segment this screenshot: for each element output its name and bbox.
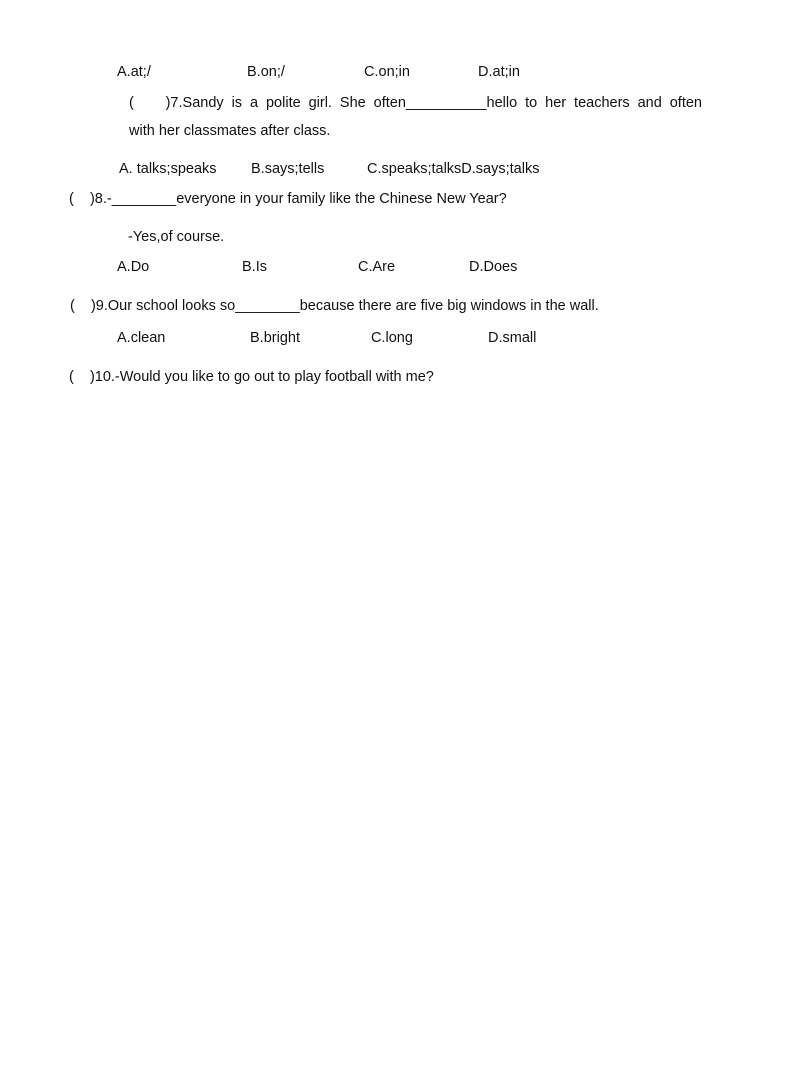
q8-option-a: A.Do	[117, 259, 150, 275]
q7-option-b: B.says;tells	[251, 161, 325, 177]
q8-option-c: C.Are	[358, 259, 396, 275]
q8-option-b: B.Is	[242, 259, 267, 275]
q9-option-c: C.long	[371, 330, 413, 346]
q8-stem: ( )8.-________everyone in your family like the Chinese New Year?	[69, 191, 507, 207]
q8-reply: -Yes,of course.	[128, 229, 225, 245]
q7-option-cd: C.speaks;talksD.says;talks	[367, 161, 540, 177]
q6-option-b: B.on;/	[247, 64, 285, 80]
q10-stem: ( )10.-Would you like to go out to play football with me?	[69, 369, 434, 385]
q7-option-a: A. talks;speaks	[119, 161, 217, 177]
q7-stem-line1: ( )7.Sandy is a polite girl. She often__________hello to her teachers and often	[129, 95, 702, 111]
q9-option-d: D.small	[488, 330, 537, 346]
q9-option-b: B.bright	[250, 330, 300, 346]
q8-option-d: D.Does	[469, 259, 518, 275]
q7-stem-line2: with her classmates after class.	[129, 123, 331, 139]
q6-option-c: C.on;in	[364, 64, 410, 80]
q6-option-a: A.at;/	[117, 64, 151, 80]
q6-option-d: D.at;in	[478, 64, 520, 80]
q9-option-a: A.clean	[117, 330, 166, 346]
q9-stem: ( )9.Our school looks so________because there are five big windows in the wall.	[70, 298, 599, 314]
